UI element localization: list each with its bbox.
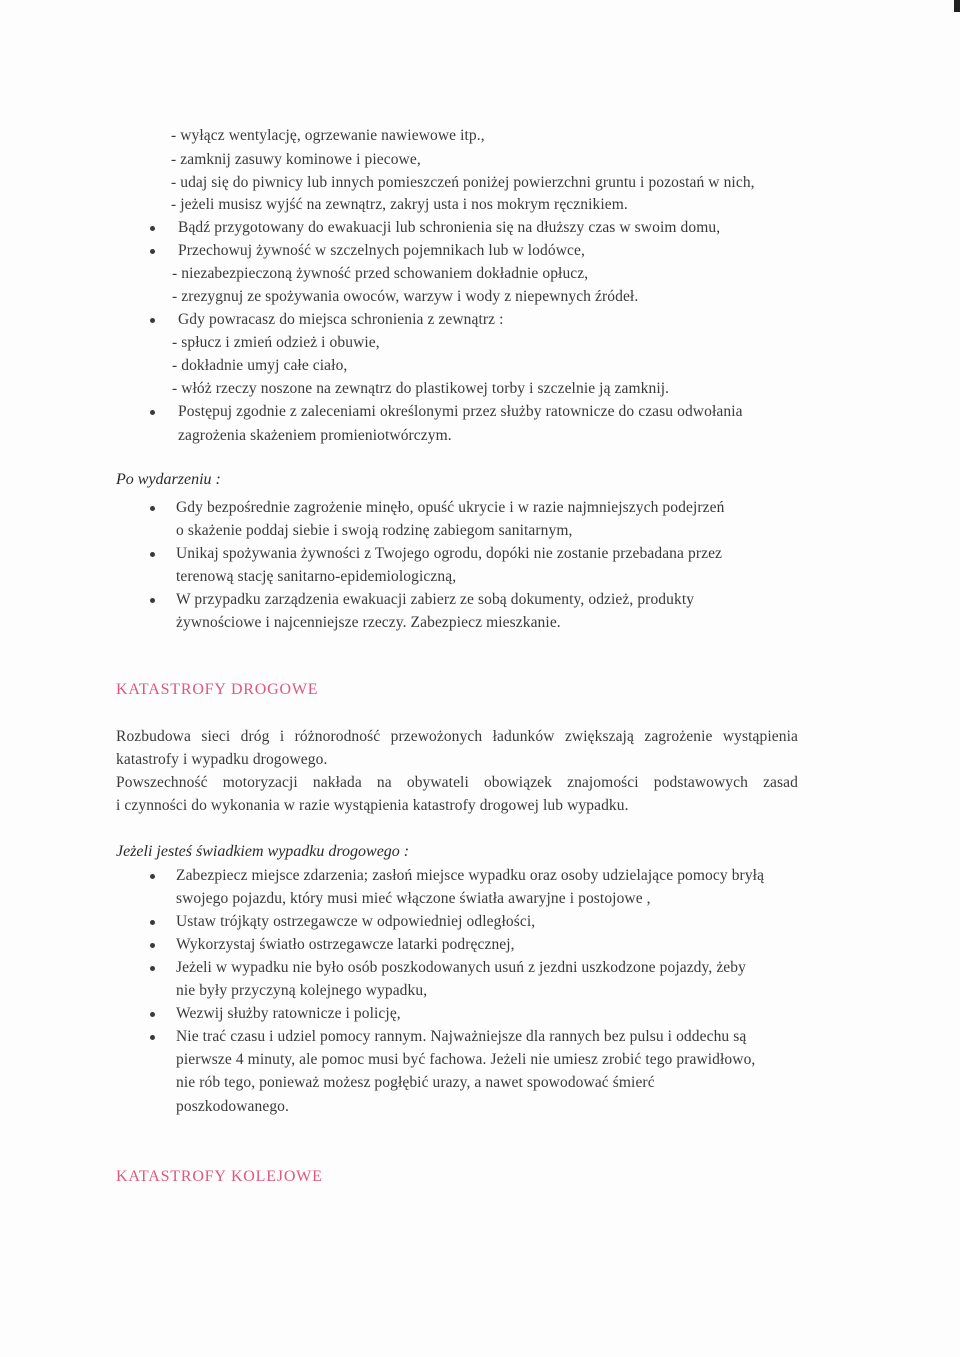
bullet-text: Nie trać czasu i udziel pomocy rannym. Najważniejsze dla rannych bez pulsu i oddechu są [176,1028,747,1045]
bullet-text: Przechowuj żywność w szczelnych pojemnikach lub w lodówce, [178,242,585,259]
text-line: - spłucz i zmień odzież i obuwie, [172,334,380,351]
text-line: - jeżeli musisz wyjść na zewnątrz, zakryj usta i nos mokrym ręcznikiem. [171,196,628,213]
text-line: nie rób tego, ponieważ możesz pogłębić urazy, a nawet spowodować śmierć [176,1074,655,1091]
bullet-icon [150,318,155,323]
bullet-icon [150,598,155,603]
text-line: zagrożenia skażeniem promieniotwórczym. [178,427,452,444]
bullet-icon [150,226,155,231]
bullet-icon [150,552,155,557]
bullet-icon [150,506,155,511]
text-line: o skażenie poddaj siebie i swoją rodzinę zabiegom sanitarnym, [176,522,573,539]
bullet-text: Bądź przygotowany do ewakuacji lub schronienia się na dłuższy czas w swoim domu, [178,219,721,236]
bullet-icon [150,920,155,925]
section-subheading: Jeżeli jesteś świadkiem wypadku drogowego : [116,843,410,860]
paragraph-line: Rozbudowa sieci dróg i różnorodność przewożonych ładunków zwiększają zagrożenie wystąpienia [116,728,798,745]
paragraph-line: katastrofy i wypadku drogowego. [116,751,328,768]
text-line: poszkodowanego. [176,1098,289,1115]
section-subheading: Po wydarzeniu : [116,471,221,488]
text-line: - wyłącz wentylację, ogrzewanie nawiewowe itp., [171,127,485,144]
bullet-text: Wykorzystaj światło ostrzegawcze latarki podręcznej, [176,936,515,953]
bullet-text: W przypadku zarządzenia ewakuacji zabierz ze sobą dokumenty, odzież, produkty [176,591,695,608]
section-heading-road: KATASTROFY DROGOWE [116,681,319,698]
bullet-icon [150,1035,155,1040]
text-line: - włóż rzeczy noszone na zewnątrz do plastikowej torby i szczelnie ją zamknij. [172,380,670,397]
paragraph-line: i czynności do wykonania w razie wystąpienia katastrofy drogowej lub wypadku. [116,797,629,814]
bullet-text: Ustaw trójkąty ostrzegawcze w odpowiedniej odległości, [176,913,536,930]
text-line: - dokładnie umyj całe ciało, [172,357,348,374]
bullet-icon [150,1012,155,1017]
paragraph-line: Powszechność motoryzacji nakłada na obywateli obowiązek znajomości podstawowych zasad [116,774,798,791]
bullet-icon [150,943,155,948]
text-line: - zrezygnuj ze spożywania owoców, warzyw i wody z niepewnych źródeł. [172,288,639,305]
text-line: nie były przyczyną kolejnego wypadku, [176,982,428,999]
bullet-icon [150,410,155,415]
bullet-icon [150,874,155,879]
bullet-text: Zabezpiecz miejsce zdarzenia; zasłoń miejsce wypadku oraz osoby udzielające pomocy bryłą [176,867,765,884]
text-line: - udaj się do piwnicy lub innych pomieszczeń poniżej powierzchni gruntu i pozostań w nich, [171,174,755,191]
section-heading-rail: KATASTROFY KOLEJOWE [116,1168,323,1185]
bullet-text: Jeżeli w wypadku nie było osób poszkodowanych usuń z jezdni uszkodzone pojazdy, żeby [176,959,746,976]
bullet-text: Unikaj spożywania żywności z Twojego ogrodu, dopóki nie zostanie przebadana przez [176,545,723,562]
scan-edge-mark [954,0,960,12]
bullet-icon [150,966,155,971]
text-line: pierwsze 4 minuty, ale pomoc musi być fachowa. Jeżeli nie umiesz zrobić tego prawidłowo, [176,1051,756,1068]
text-line: swojego pojazdu, który musi mieć włączone światła awaryjne i postojowe , [176,890,651,907]
text-line: terenową stację sanitarno-epidemiologiczną, [176,568,457,585]
bullet-icon [150,249,155,254]
text-line: żywnościowe i najcenniejsze rzeczy. Zabezpiecz mieszkanie. [176,614,561,631]
text-line: - zamknij zasuwy kominowe i piecowe, [171,151,421,168]
bullet-text: Wezwij służby ratownicze i policję, [176,1005,401,1022]
bullet-text: Gdy bezpośrednie zagrożenie minęło, opuść ukrycie i w razie najmniejszych podejrzeń [176,499,725,516]
text-line: - niezabezpieczoną żywność przed schowaniem dokładnie opłucz, [172,265,589,282]
bullet-text: Gdy powracasz do miejsca schronienia z zewnątrz : [178,311,504,328]
bullet-text: Postępuj zgodnie z zaleceniami określonymi przez służby ratownicze do czasu odwołania [178,403,743,420]
